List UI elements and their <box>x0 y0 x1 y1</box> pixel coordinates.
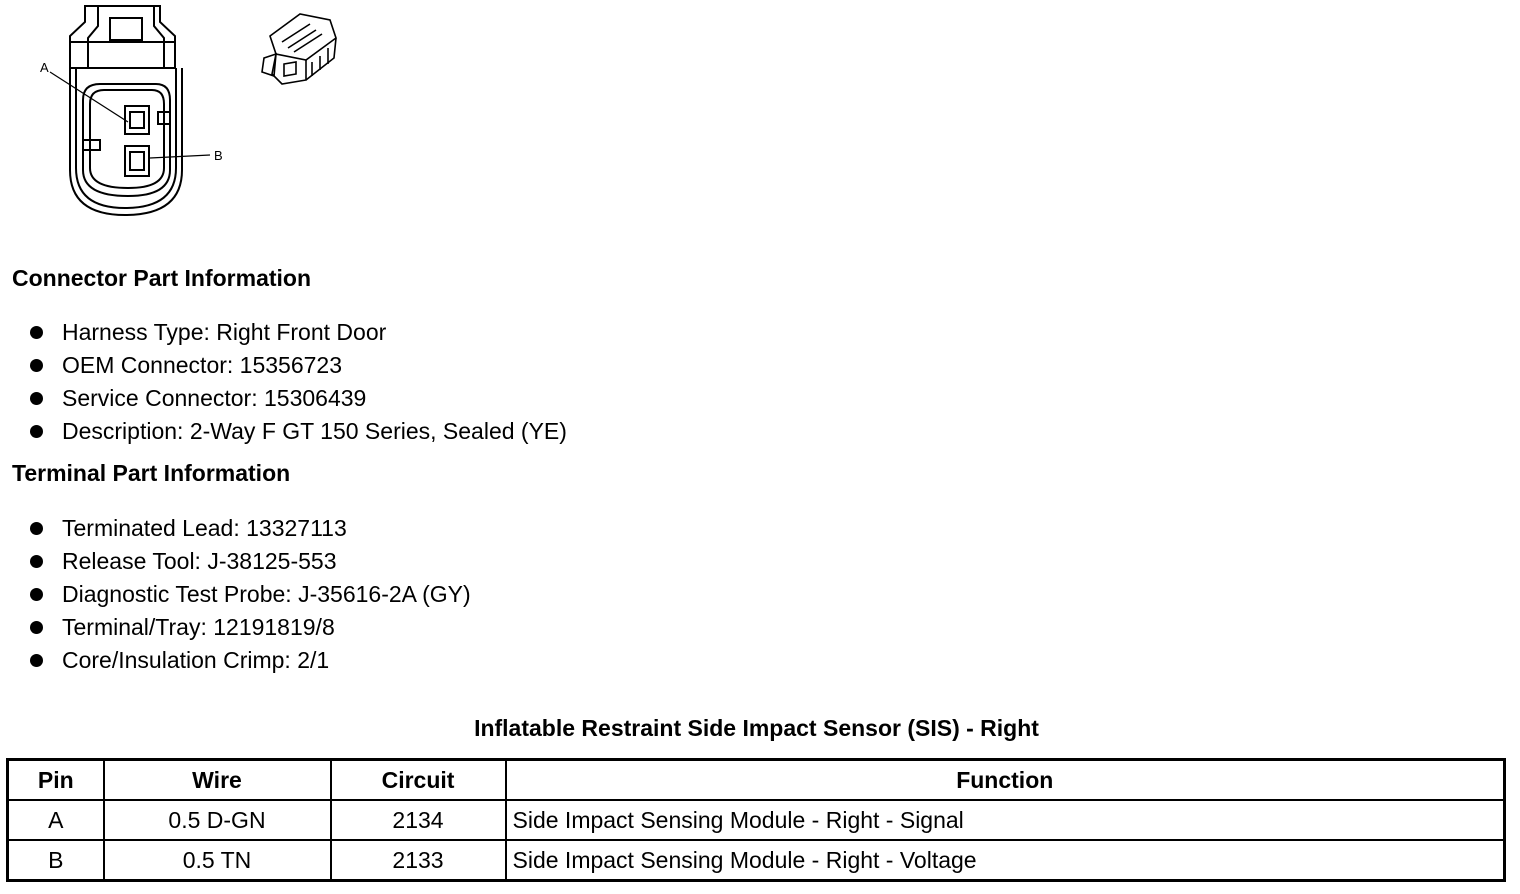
cell-circuit: 2133 <box>331 840 506 881</box>
cell-function: Side Impact Sensing Module - Right - Signal <box>506 800 1505 840</box>
table-row <box>8 800 1505 840</box>
table-title: Inflatable Restraint Side Impact Sensor (SIS) - Right <box>474 715 1039 741</box>
cell-wire: 0.5 TN <box>104 840 331 881</box>
cell-wire: 0.5 D-GN <box>104 800 331 840</box>
bullet-icon <box>30 392 43 405</box>
header-wire: Wire <box>104 760 331 801</box>
cell-pin: A <box>8 800 104 840</box>
list-item-text: Description: 2-Way F GT 150 Series, Sealed (YE) <box>62 418 567 444</box>
bullet-icon <box>30 555 43 568</box>
bullet-icon <box>30 326 43 339</box>
header-function: Function <box>506 760 1505 801</box>
list-item-text: Core/Insulation Crimp: 2/1 <box>62 647 330 673</box>
list-item-text: OEM Connector: 15356723 <box>62 352 343 378</box>
list-item <box>28 644 471 677</box>
list-item <box>28 316 567 349</box>
connector-diagram <box>0 0 360 225</box>
cell-circuit: 2134 <box>331 800 506 840</box>
cavity-b <box>125 146 149 176</box>
list-item-text: Terminal/Tray: 12191819/8 <box>62 614 335 640</box>
bullet-icon <box>30 359 43 372</box>
list-item-text: Diagnostic Test Probe: J-35616-2A (GY) <box>62 581 471 607</box>
list-item-text: Release Tool: J-38125-553 <box>62 548 337 574</box>
cell-function: Side Impact Sensing Module - Right - Voltage <box>506 840 1505 881</box>
bullet-icon <box>30 588 43 601</box>
connector-iso-image <box>262 14 336 84</box>
connector-part-list <box>28 316 567 448</box>
list-item-text: Terminated Lead: 13327113 <box>62 515 347 541</box>
list-item-text: Service Connector: 15306439 <box>62 385 367 411</box>
bullet-icon <box>30 621 43 634</box>
pin-b-label: B <box>214 148 223 163</box>
cell-pin: B <box>8 840 104 881</box>
list-item <box>28 611 471 644</box>
header-circuit: Circuit <box>331 760 506 801</box>
terminal-part-heading: Terminal Part Information <box>12 460 291 486</box>
list-item <box>28 545 471 578</box>
list-item <box>28 349 567 382</box>
table-header-row <box>8 760 1505 801</box>
connector-part-heading: Connector Part Information <box>12 265 312 291</box>
header-pin: Pin <box>8 760 104 801</box>
cavity-a <box>125 106 149 134</box>
terminal-part-list <box>28 512 471 677</box>
bullet-icon <box>30 654 43 667</box>
bullet-icon <box>30 425 43 438</box>
pin-b-leader <box>150 155 210 158</box>
pin-table <box>6 758 1506 882</box>
pin-a-label: A <box>40 60 49 75</box>
connector-latch <box>70 6 175 68</box>
list-item <box>28 578 471 611</box>
list-item <box>28 512 471 545</box>
list-item-text: Harness Type: Right Front Door <box>62 319 387 345</box>
table-row <box>8 840 1505 881</box>
list-item <box>28 415 567 448</box>
bullet-icon <box>30 522 43 535</box>
list-item <box>28 382 567 415</box>
